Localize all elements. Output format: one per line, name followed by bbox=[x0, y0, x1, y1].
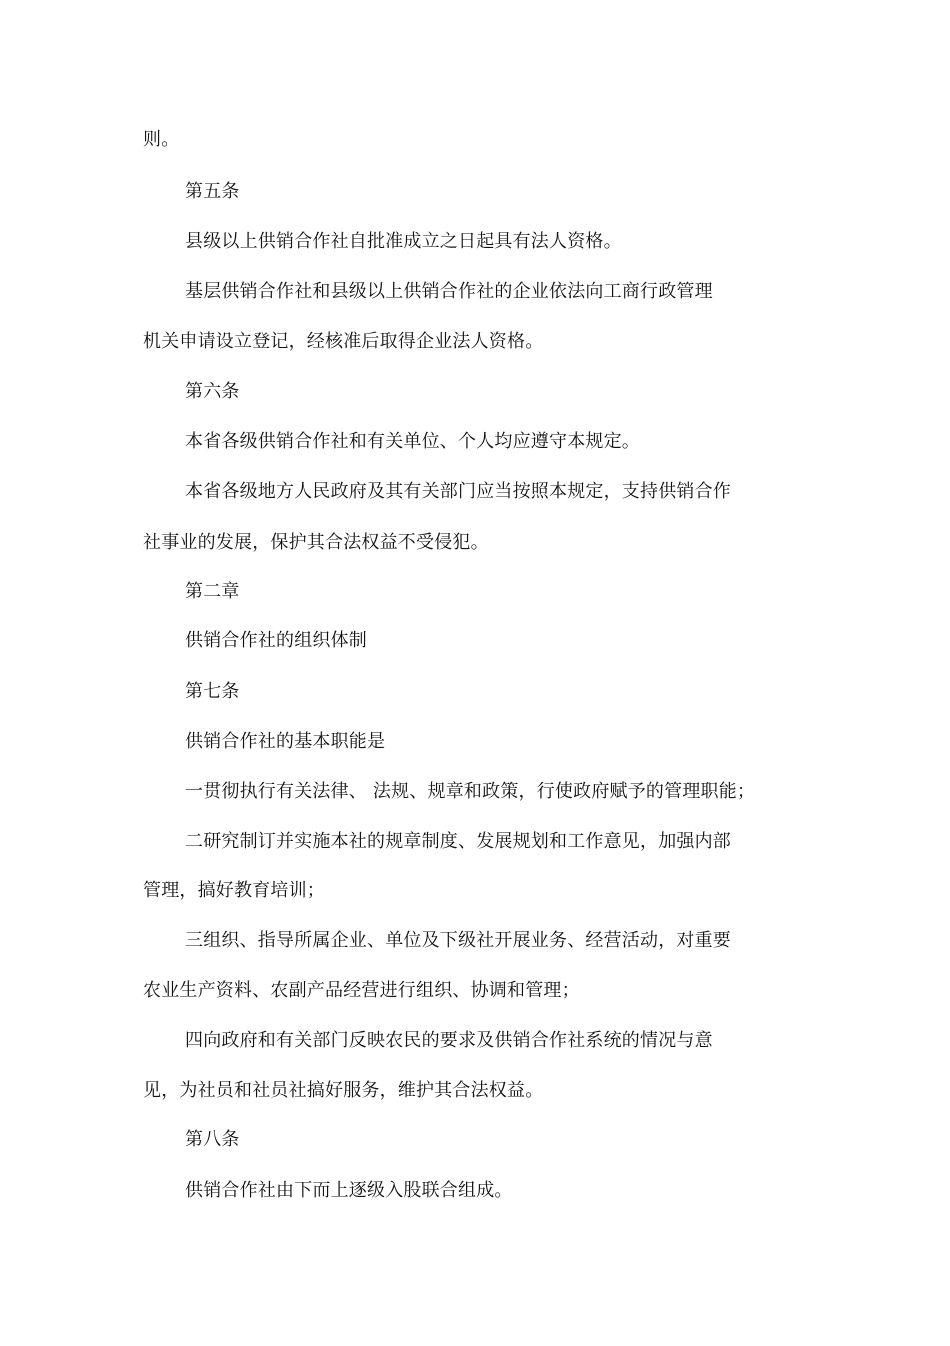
article-heading-6: 第六条 bbox=[185, 381, 240, 402]
list-item-line: 三组织、指导所属企业、单位及下级社开展业务、经营活动，对重要 bbox=[185, 930, 731, 951]
text-line-continuation: 则。 bbox=[143, 129, 180, 150]
paragraph-line: 基层供销合作社和县级以上供销合作社的企业依法向工商行政管理 bbox=[185, 281, 713, 302]
paragraph-line: 机关申请设立登记，经核准后取得企业法人资格。 bbox=[143, 331, 544, 352]
chapter-title: 供销合作社的组织体制 bbox=[185, 630, 367, 651]
list-item-line: 管理，搞好教育培训； bbox=[143, 880, 325, 901]
article-heading-8: 第八条 bbox=[185, 1129, 240, 1150]
article-heading-7: 第七条 bbox=[185, 681, 240, 702]
article-heading-5: 第五条 bbox=[185, 181, 240, 202]
chapter-heading-2: 第二章 bbox=[185, 581, 240, 602]
list-item-line: 一贯彻执行有关法律、 法规、规章和政策，行使政府赋予的管理职能； bbox=[185, 781, 756, 802]
paragraph-line: 本省各级供销合作社和有关单位、个人均应遵守本规定。 bbox=[185, 431, 640, 452]
paragraph-line: 供销合作社由下而上逐级入股联合组成。 bbox=[185, 1180, 513, 1201]
paragraph-line: 县级以上供销合作社自批准成立之日起具有法人资格。 bbox=[185, 231, 622, 252]
list-item-line: 见，为社员和社员社搞好服务，维护其合法权益。 bbox=[143, 1080, 544, 1101]
paragraph-line: 社事业的发展，保护其合法权益不受侵犯。 bbox=[143, 532, 489, 553]
paragraph-line: 供销合作社的基本职能是 bbox=[185, 731, 386, 752]
list-item-line: 二研究制订并实施本社的规章制度、发展规划和工作意见，加强内部 bbox=[185, 831, 731, 852]
paragraph-line: 本省各级地方人民政府及其有关部门应当按照本规定，支持供销合作 bbox=[185, 481, 731, 502]
list-item-line: 农业生产资料、农副产品经营进行组织、协调和管理； bbox=[143, 980, 580, 1001]
list-item-line: 四向政府和有关部门反映农民的要求及供销合作社系统的情况与意 bbox=[185, 1030, 713, 1051]
